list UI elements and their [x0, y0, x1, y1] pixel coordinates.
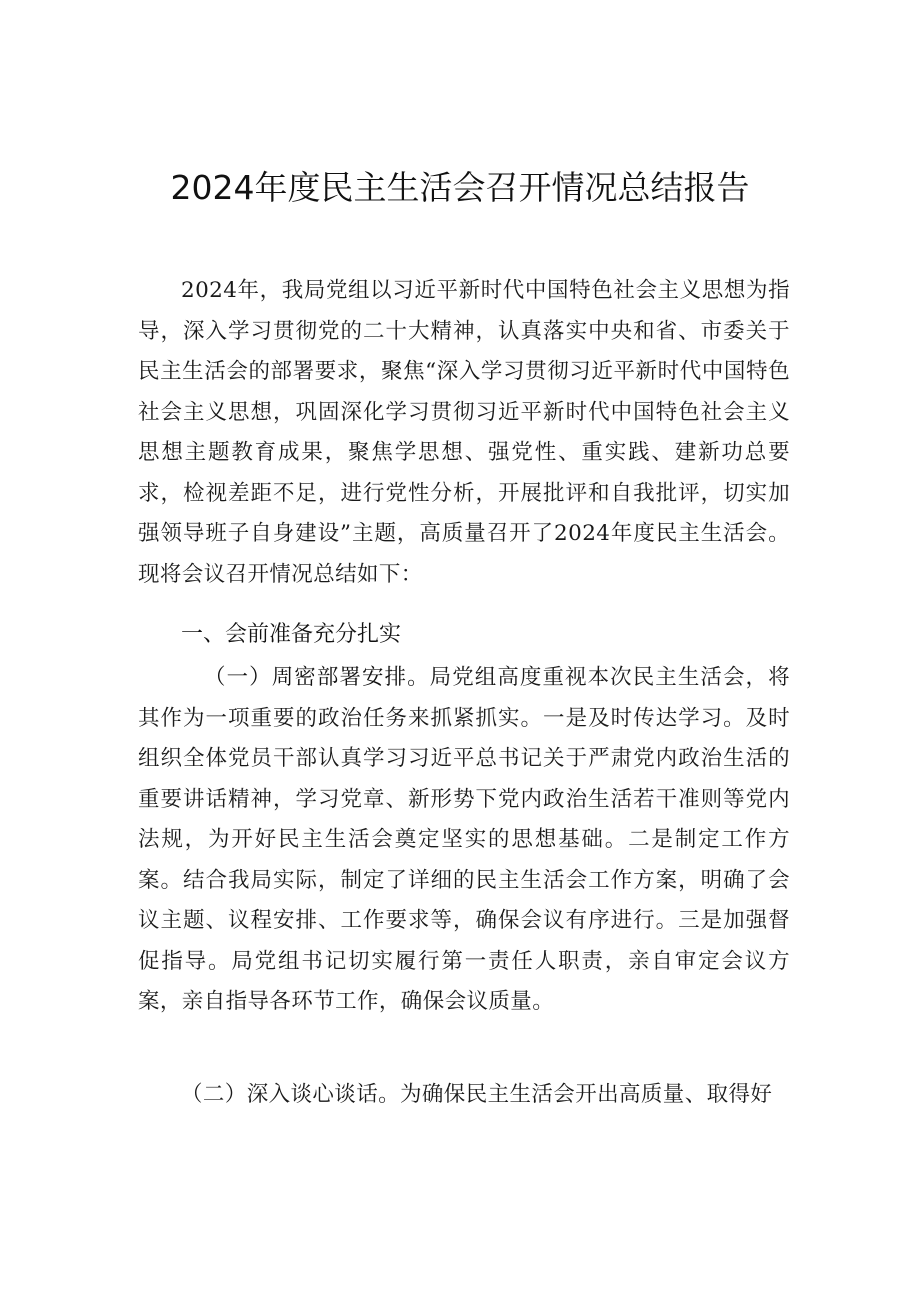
document-title: 2024年度民主生活会召开情况总结报告 [170, 168, 750, 207]
subsection-1-text: 局党组高度重视本次民主生活会，将其作为一项重要的政治任务来抓紧抓实。一是及时传达学习。及时组织全体党员干部认真学习习近平总书记关于严肃党内政治生活的重要讲话精神，学习党章、新形势下党内政治生活若干准则等党内法规，为开好民主生活会奠定坚实的思想基础。二是制定工作方案。结合我局实际，制定了详细的民主生活会工作方案，明确了会议主题、议程安排、工作要求等，确保会议有序进行。三是加强督促指导。局党组书记切实履行第一责任人职责，亲自审定会议方案，亲自指导各环节工作，确保会议质量。 [138, 665, 790, 1014]
subsection-1-heading: （一）周密部署安排。 [204, 665, 430, 690]
intro-paragraph: 2024年，我局党组以习近平新时代中国特色社会主义思想为指导，深入学习贯彻党的二十大精神，认真落实中央和省、市委关于民主生活会的部署要求，聚焦“深入学习贯彻习近平新时代中国特色社会主义思想，巩固深化学习贯彻习近平新时代中国特色社会主义思想主题教育成果，聚焦学思想、强党性、重实践、建新功总要求，检视差距不足，进行党性分析，开展批评和自我批评，切实加强领导班子自身建设”主题，高质量召开了2024年度民主生活会。现将会议召开情况总结如下： [138, 278, 790, 587]
subsection-2-paragraph: （二）深入谈心谈话。为确保民主生活会开出高质量、取得好 [181, 1082, 773, 1107]
section-heading-1: 一、会前准备充分扎实 [181, 622, 402, 647]
subsection-1-paragraph [138, 658, 790, 1023]
